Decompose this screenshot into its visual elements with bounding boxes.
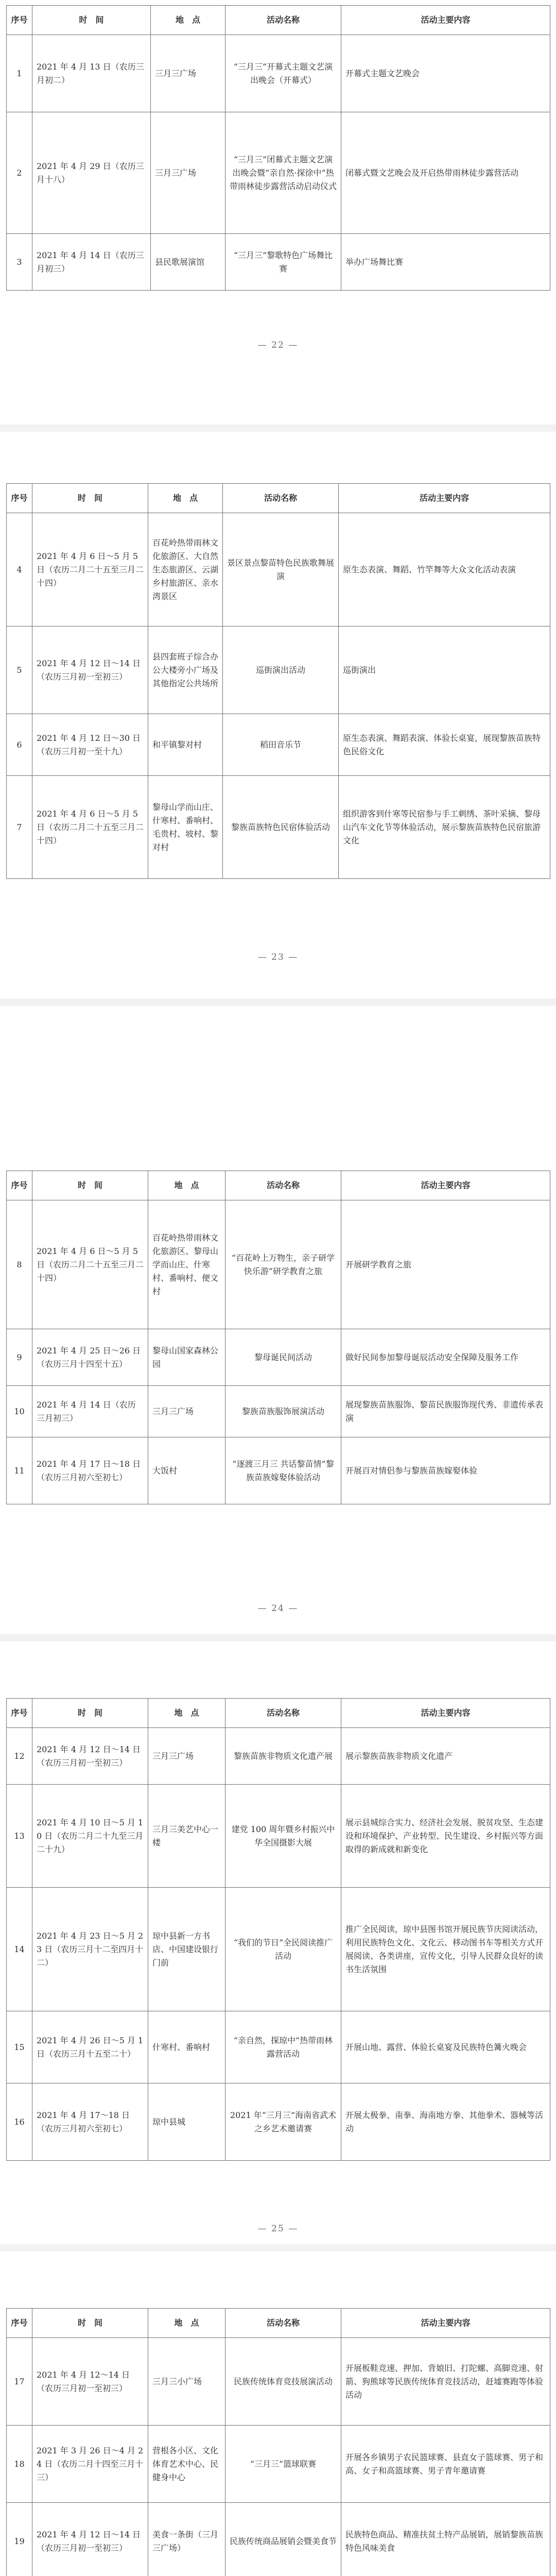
table-row [7, 714, 550, 776]
row-activity-name: 黎母诞民间活动 [225, 1329, 341, 1386]
row-activity-name: 巡街演出活动 [223, 626, 339, 714]
row-place: 什寒村、番响村 [148, 2011, 225, 2083]
activity-table [6, 5, 550, 291]
page-number: — 25 — [257, 2224, 299, 2234]
table-row [7, 2083, 550, 2161]
row-number: 8 [7, 1200, 32, 1329]
row-number: 15 [7, 2011, 32, 2083]
row-number: 19 [7, 2503, 32, 2576]
row-content: 开展研学教育之旅 [341, 1200, 550, 1329]
row-place: 美食一条街（三月三广场） [148, 2503, 225, 2576]
row-place: 县民歌展演馆 [151, 234, 225, 291]
table-row [7, 2011, 550, 2083]
row-content: 做好民间参加黎母诞辰活动安全保障及服务工作 [341, 1329, 550, 1386]
header-place: 地 点 [148, 1699, 225, 1728]
row-content: 巡街演出 [339, 626, 550, 714]
row-place: 黎母山国家森林公园 [148, 1329, 225, 1386]
header-no: 序号 [7, 6, 32, 35]
header-name: 活动名称 [225, 2309, 341, 2338]
row-number: 14 [7, 1888, 32, 2011]
row-place: 大饭村 [148, 1437, 225, 1504]
table-row [7, 2426, 550, 2503]
row-number: 12 [7, 1728, 32, 1785]
row-place: 琼中县城 [148, 2083, 225, 2161]
row-time: 2021 年 4 月 12 日～14 日（农历三月初一至初三） [32, 2503, 148, 2576]
row-place: 和平镇黎对村 [148, 714, 223, 776]
row-activity-name: “三月三”黎歌特色广场舞比赛 [225, 234, 341, 291]
row-time: 2021 年 4 月 14 日（农历三月初三） [32, 234, 151, 291]
page-separator [0, 998, 556, 1006]
header-content: 活动主要内容 [339, 484, 550, 513]
row-activity-name: 黎族苗族非物质文化遗产展 [225, 1728, 341, 1785]
row-place: 琼中县新一方书店、中国建设银行门前 [148, 1888, 225, 2011]
row-time: 2021 年 4 月 23 日～5 月 23 日（农历三月十二至四月十二） [32, 1888, 148, 2011]
header-time: 时 间 [32, 1699, 148, 1728]
activity-table [6, 1698, 550, 2161]
activity-table [6, 2308, 550, 2576]
row-activity-name: “亲自然，探琼中”热带雨林露营活动 [225, 2011, 341, 2083]
row-number: 17 [7, 2338, 32, 2426]
row-activity-name: “三月三”开幕式主题文艺演出晚会（开幕式） [225, 35, 341, 112]
table-row [7, 1386, 550, 1437]
row-time: 2021 年 4 月 6 日～5 月 5 日（农历二月二十五至三月二十四） [32, 1200, 148, 1329]
row-number: 7 [7, 776, 32, 879]
row-time: 2021 年 4 月 10 日～5 月 10 日（农历二月二十九至三月二十九） [32, 1785, 148, 1888]
row-activity-name: 黎族苗族服饰展演活动 [225, 1386, 341, 1437]
row-activity-name: “逐渡三月三 共话黎苗情”黎族苗族嫁娶体验活动 [225, 1437, 341, 1504]
table-row [7, 35, 550, 112]
table-row [7, 1785, 550, 1888]
page-number: — 22 — [257, 340, 299, 350]
row-activity-name: 民族传统商品展销会暨美食节 [225, 2503, 341, 2576]
header-content: 活动主要内容 [341, 1699, 550, 1728]
row-place: 县四套班子综合办公大楼旁小广场及其他指定公共场所 [148, 626, 223, 714]
header-content: 活动主要内容 [341, 1171, 550, 1200]
row-place: 百花岭热带雨林文化旅游区、黎母山学而山庄、什寒村、番响村、便文村 [148, 1200, 225, 1329]
document-page-2 [0, 432, 556, 998]
header-time: 时 间 [32, 2309, 148, 2338]
row-content: 原生态表演、舞蹈表演、体验长桌宴，展现黎族苗族特色民俗文化 [339, 714, 550, 776]
page-separator [0, 2244, 556, 2251]
table-header-row [7, 484, 550, 513]
row-number: 2 [7, 112, 32, 234]
header-content: 活动主要内容 [341, 6, 550, 35]
row-number: 4 [7, 513, 32, 626]
row-number: 11 [7, 1437, 32, 1504]
header-no: 序号 [7, 484, 32, 513]
row-time: 2021 年 4 月 14 日（农历三月初三） [32, 1386, 148, 1437]
header-time: 时 间 [32, 6, 151, 35]
row-place: 三月三广场 [148, 1728, 225, 1785]
table-row [7, 112, 550, 234]
row-activity-name: 景区景点黎苗特色民族歌舞展演 [223, 513, 339, 626]
row-time: 2021 年 3 月 26 日～4 月 24 日（农历二月十四至三月十三） [32, 2426, 148, 2503]
page-separator [0, 425, 556, 432]
table-header-row [7, 6, 550, 35]
row-place: 百花岭热带雨林文化旅游区、大自然生态旅游区、云湖乡村旅游区、亲水湾景区 [148, 513, 223, 626]
row-number: 18 [7, 2426, 32, 2503]
row-place: 营根各小区、文化体育艺术中心、民健身中心 [148, 2426, 225, 2503]
row-number: 10 [7, 1386, 32, 1437]
row-content: 开展板鞋竞速、押加、背娘旧、打陀螺、高脚竞速、射箭、狗熊球等民族传统体育竞技活动，赶墟赛跑等体验活动 [341, 2338, 550, 2426]
row-place: 三月三广场 [148, 1386, 225, 1437]
table-row [7, 1437, 550, 1504]
page-separator [0, 1634, 556, 1641]
row-time: 2021 年 4 月 17 日～18 日（农历三月初六至初七） [32, 1437, 148, 1504]
row-content: 展示县城综合实力、经济社会发展、脱贫攻坚、生态建设和环境保护、产业转型、民生建设、乡村振兴等方面取得的新成就和新变化 [341, 1785, 550, 1888]
row-content: 展示黎族苗族非物质文化遗产 [341, 1728, 550, 1785]
document-page-5 [0, 2251, 556, 2576]
table-row [7, 2338, 550, 2426]
row-content: 开展百对情侣参与黎族苗族嫁娶体验 [341, 1437, 550, 1504]
table-header-row [7, 1171, 550, 1200]
row-time: 2021 年 4 月 13 日（农历三月初二） [32, 35, 151, 112]
document-page-4 [0, 1641, 556, 2244]
table-row [7, 1728, 550, 1785]
activity-table [6, 483, 550, 879]
row-activity-name: 建党 100 周年暨乡村振兴中华全国摄影大展 [225, 1785, 341, 1888]
row-place: 三月三美艺中心一楼 [148, 1785, 225, 1888]
row-time: 2021 年 4 月 6 日～5 月 5 日（农历二月二十五至三月二十四） [32, 513, 148, 626]
row-time: 2021 年 4 月 17～18 日（农历三月初六至初七） [32, 2083, 148, 2161]
row-number: 1 [7, 35, 32, 112]
row-place: 黎母山学而山庄、什寒村、番响村、毛贵村、坡村、黎对村 [148, 776, 223, 879]
row-number: 16 [7, 2083, 32, 2161]
page-number: — 24 — [257, 1603, 299, 1614]
row-number: 13 [7, 1785, 32, 1888]
row-activity-name: 黎族苗族特色民宿体验活动 [223, 776, 339, 879]
table-header-row [7, 1699, 550, 1728]
row-content: 举办广场舞比赛 [341, 234, 550, 291]
header-name: 活动名称 [225, 1699, 341, 1728]
table-row [7, 1200, 550, 1329]
table-row [7, 776, 550, 879]
row-place: 三月三广场 [151, 35, 225, 112]
row-content: 开展各乡镇男子农民篮球赛、县直女子篮球赛、男子和高、女子和高篮球赛、男子青年邀请赛 [341, 2426, 550, 2503]
table-row [7, 1888, 550, 2011]
header-place: 地 点 [148, 2309, 225, 2338]
table-header-row [7, 2309, 550, 2338]
row-content: 组织游客到什寒等民宿参与手工刺绣、茶叶采摘、黎母山汽车文化节等体验活动，展示黎族苗族特色民宿旅游文化 [339, 776, 550, 879]
row-time: 2021 年 4 月 12 日～14 日（农历三月初一至初三） [32, 1728, 148, 1785]
row-activity-name: 民族传统体育竞技展演活动 [225, 2338, 341, 2426]
row-time: 2021 年 4 月 25 日～26 日（农历三月十四至十五） [32, 1329, 148, 1386]
row-time: 2021 年 4 月 12 日～30 日（农历三月初一至十九） [32, 714, 148, 776]
table-row [7, 626, 550, 714]
row-activity-name: “百花岭上万物生，亲子研学快乐游”研学教育之旅 [225, 1200, 341, 1329]
row-content: 原生态表演、舞蹈、竹竿舞等大众文化活动表演 [339, 513, 550, 626]
row-number: 3 [7, 234, 32, 291]
page-number: — 23 — [257, 952, 299, 962]
row-activity-name: “三月三”篮球联赛 [225, 2426, 341, 2503]
document-page-3 [0, 1006, 556, 1634]
row-number: 6 [7, 714, 32, 776]
header-name: 活动名称 [223, 484, 339, 513]
row-content: 开幕式主题文艺晚会 [341, 35, 550, 112]
row-content: 开展山地、露营、体验长桌宴及民族特色篝火晚会 [341, 2011, 550, 2083]
header-name: 活动名称 [225, 6, 341, 35]
header-no: 序号 [7, 2309, 32, 2338]
table-row [7, 513, 550, 626]
row-time: 2021 年 4 月 12 日～14 日（农历三月初一至初三） [32, 626, 148, 714]
row-place: 三月三广场 [151, 112, 225, 234]
row-time: 2021 年 4 月 29 日（农历三月十八） [32, 112, 151, 234]
row-time: 2021 年 4 月 6 日～5 月 5 日（农历二月二十五至三月二十四） [32, 776, 148, 879]
table-row [7, 234, 550, 291]
row-activity-name: 稻田音乐节 [223, 714, 339, 776]
header-place: 地 点 [148, 484, 223, 513]
header-place: 地 点 [151, 6, 225, 35]
activity-table [6, 1171, 550, 1504]
header-no: 序号 [7, 1171, 32, 1200]
document-page-1 [0, 0, 556, 425]
header-no: 序号 [7, 1699, 32, 1728]
row-content: 开展太极拳、南拳、海南地方拳、其他拳术、器械等活动 [341, 2083, 550, 2161]
row-activity-name: 2021 年“三月三”海南省武术之乡艺术邀请赛 [225, 2083, 341, 2161]
header-time: 时 间 [32, 1171, 148, 1200]
row-number: 5 [7, 626, 32, 714]
row-place: 三月三小广场 [148, 2338, 225, 2426]
header-place: 地 点 [148, 1171, 225, 1200]
table-row [7, 2503, 550, 2576]
header-content: 活动主要内容 [341, 2309, 550, 2338]
row-number: 9 [7, 1329, 32, 1386]
row-content: 推广全民阅读，琼中县图书馆开展民族节庆阅读活动，利用民族特色文化、文化云、移动图书车等相关方式开展阅读、各类讲座，宣传文化，引导人民群众良好的读书生活氛围 [341, 1888, 550, 2011]
header-time: 时 间 [32, 484, 148, 513]
row-content: 民族特色商品、精准扶贫土特产品展销，展销黎族苗族特色风味美食 [341, 2503, 550, 2576]
header-name: 活动名称 [225, 1171, 341, 1200]
row-activity-name: “三月三”闭幕式主题文艺演出晚会暨“亲自然·探徐中”热带雨林徒步露营活动启动仪式 [225, 112, 341, 234]
row-time: 2021 年 4 月 26 日～5 月 1 日（农历三月十五至二十） [32, 2011, 148, 2083]
row-content: 闭幕式暨文艺晚会及开启热带雨林徒步露营活动 [341, 112, 550, 234]
table-row [7, 1329, 550, 1386]
row-content: 展现黎族苗族服饰、黎苗民族服饰现代秀、非遗传承表演 [341, 1386, 550, 1437]
row-time: 2021 年 4 月 12～14 日（农历三月初一至初三） [32, 2338, 148, 2426]
row-activity-name: “我们的节日”全民阅读推广活动 [225, 1888, 341, 2011]
